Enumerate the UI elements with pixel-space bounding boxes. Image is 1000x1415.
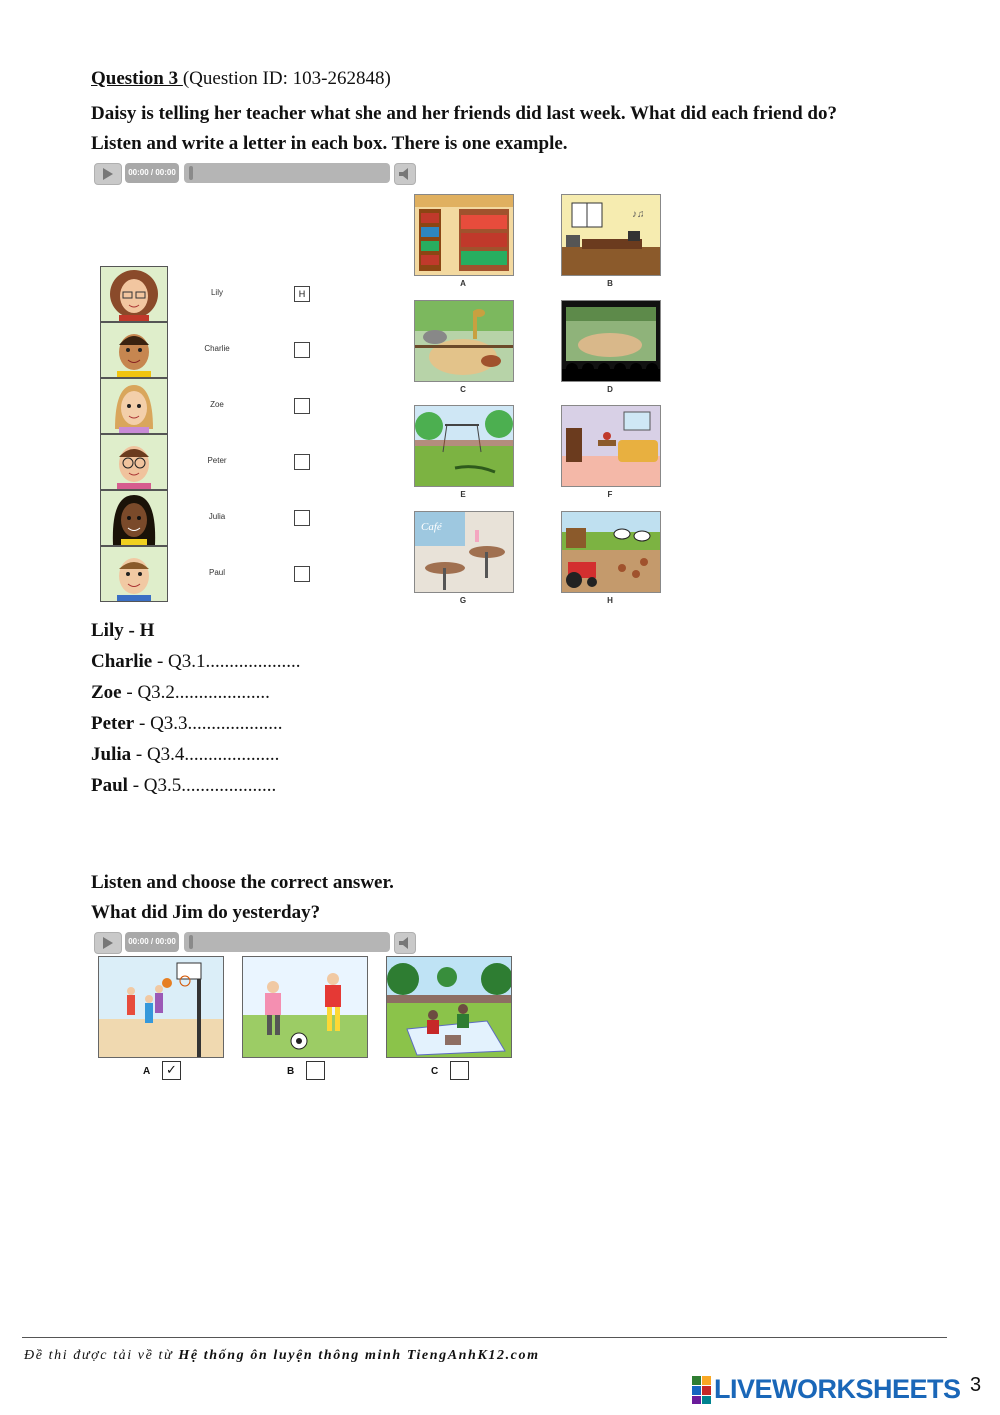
face-charlie: [100, 322, 168, 378]
option-a-basketball: [98, 956, 224, 1058]
friend-name-peter: Peter: [207, 456, 227, 465]
part2-question: What did Jim do yesterday?: [91, 902, 321, 923]
answer-box-peter[interactable]: [294, 454, 310, 470]
play-icon: [103, 168, 113, 180]
seek-thumb[interactable]: [189, 166, 193, 180]
option-label-c: C: [431, 1066, 439, 1077]
face-julia: [100, 490, 168, 546]
audio-player-2[interactable]: [94, 932, 416, 954]
picture-g-cafe: [414, 511, 514, 593]
speaker-icon: [399, 168, 411, 180]
play-icon: [103, 937, 113, 949]
time-display: 00:00 / 00:00: [125, 932, 179, 952]
answer-field-q3-4[interactable]: Q3.4....................: [146, 744, 280, 765]
friend-name-paul: Paul: [208, 568, 225, 577]
friend-name-julia: Julia: [208, 512, 226, 521]
picture-h-farm: [561, 511, 661, 593]
answer-box-julia[interactable]: [294, 510, 310, 526]
page-number: 3: [970, 1374, 982, 1396]
picture-b-bedroom: [561, 194, 661, 276]
answer-line-charlie[interactable]: Charlie - Q3.1....................: [91, 651, 301, 672]
picture-label-b: B: [607, 279, 613, 288]
seek-thumb[interactable]: [189, 935, 193, 949]
picture-label-g: G: [459, 596, 467, 605]
answer-line-zoe[interactable]: Zoe - Q3.2....................: [91, 682, 270, 703]
answer-box-paul[interactable]: [294, 566, 310, 582]
answer-line-paul[interactable]: Paul - Q3.5....................: [91, 775, 277, 796]
picture-a-shop: [414, 194, 514, 276]
instruction-1: Daisy is telling her teacher what she and her friends did last week. What did each friend do?: [91, 103, 837, 124]
option-label-a: A: [143, 1066, 151, 1077]
audio-player-1[interactable]: [94, 163, 416, 185]
picture-f-living-room: [561, 405, 661, 487]
svg-text:♪♫: ♪♫: [632, 209, 645, 220]
face-peter: [100, 434, 168, 490]
question-id: (Question ID: 103-262848): [182, 68, 391, 89]
answer-field-q3-3[interactable]: Q3.3....................: [150, 713, 283, 734]
answer-field-q3-2[interactable]: Q3.2....................: [137, 682, 270, 703]
part2-instruction: Listen and choose the correct answer.: [91, 872, 394, 893]
option-c-picnic: [386, 956, 512, 1058]
option-b-football: [242, 956, 368, 1058]
answer-field-q3-5[interactable]: Q3.5....................: [143, 775, 277, 796]
face-lily: [100, 266, 168, 322]
footer-text: Đề thi được tải về từ Hệ thống ôn luyện thông minh TiengAnhK12.com: [24, 1348, 540, 1363]
friend-name-zoe: Zoe: [210, 400, 224, 409]
question-header: [91, 68, 391, 90]
seek-bar[interactable]: [184, 163, 390, 183]
question-title: Question 3: [91, 68, 183, 89]
option-checkbox-a[interactable]: ✓: [162, 1061, 181, 1080]
answer-line-peter[interactable]: Peter - Q3.3....................: [91, 713, 283, 734]
option-checkbox-c[interactable]: [450, 1061, 469, 1080]
picture-e-park: [414, 405, 514, 487]
option-checkbox-b[interactable]: [306, 1061, 325, 1080]
instruction-2: Listen and write a letter in each box. There is one example.: [91, 133, 568, 154]
picture-label-f: F: [607, 490, 613, 499]
face-zoe: [100, 378, 168, 434]
cafe-sign: Café: [421, 521, 442, 533]
play-button[interactable]: [94, 163, 122, 185]
picture-label-e: E: [460, 490, 466, 499]
option-label-b: B: [287, 1066, 295, 1077]
picture-label-h: H: [607, 596, 613, 605]
picture-d-cinema: [561, 300, 661, 382]
picture-label-d: D: [607, 385, 613, 394]
friend-name-charlie: Charlie: [204, 344, 230, 353]
face-paul: [100, 546, 168, 602]
friend-name-lily: Lily: [210, 288, 223, 297]
brand-name: LIVEWORKSHEETS: [714, 1374, 961, 1404]
play-button[interactable]: [94, 932, 122, 954]
picture-label-c: C: [460, 385, 466, 394]
liveworksheets-logo-icon: [692, 1376, 712, 1404]
answer-box-zoe[interactable]: [294, 398, 310, 414]
volume-button[interactable]: [394, 932, 416, 954]
answer-field-q3-1[interactable]: Q3.1....................: [168, 651, 301, 672]
answer-line-julia[interactable]: Julia - Q3.4....................: [91, 744, 280, 765]
picture-label-a: A: [460, 279, 466, 288]
answer-line-lily: Lily - H: [91, 620, 155, 641]
answer-box-charlie[interactable]: [294, 342, 310, 358]
footer-divider: [22, 1337, 947, 1338]
answer-box-lily: H: [294, 286, 310, 302]
time-display: 00:00 / 00:00: [125, 163, 179, 183]
picture-c-zoo: [414, 300, 514, 382]
volume-button[interactable]: [394, 163, 416, 185]
seek-bar[interactable]: [184, 932, 390, 952]
speaker-icon: [399, 937, 411, 949]
